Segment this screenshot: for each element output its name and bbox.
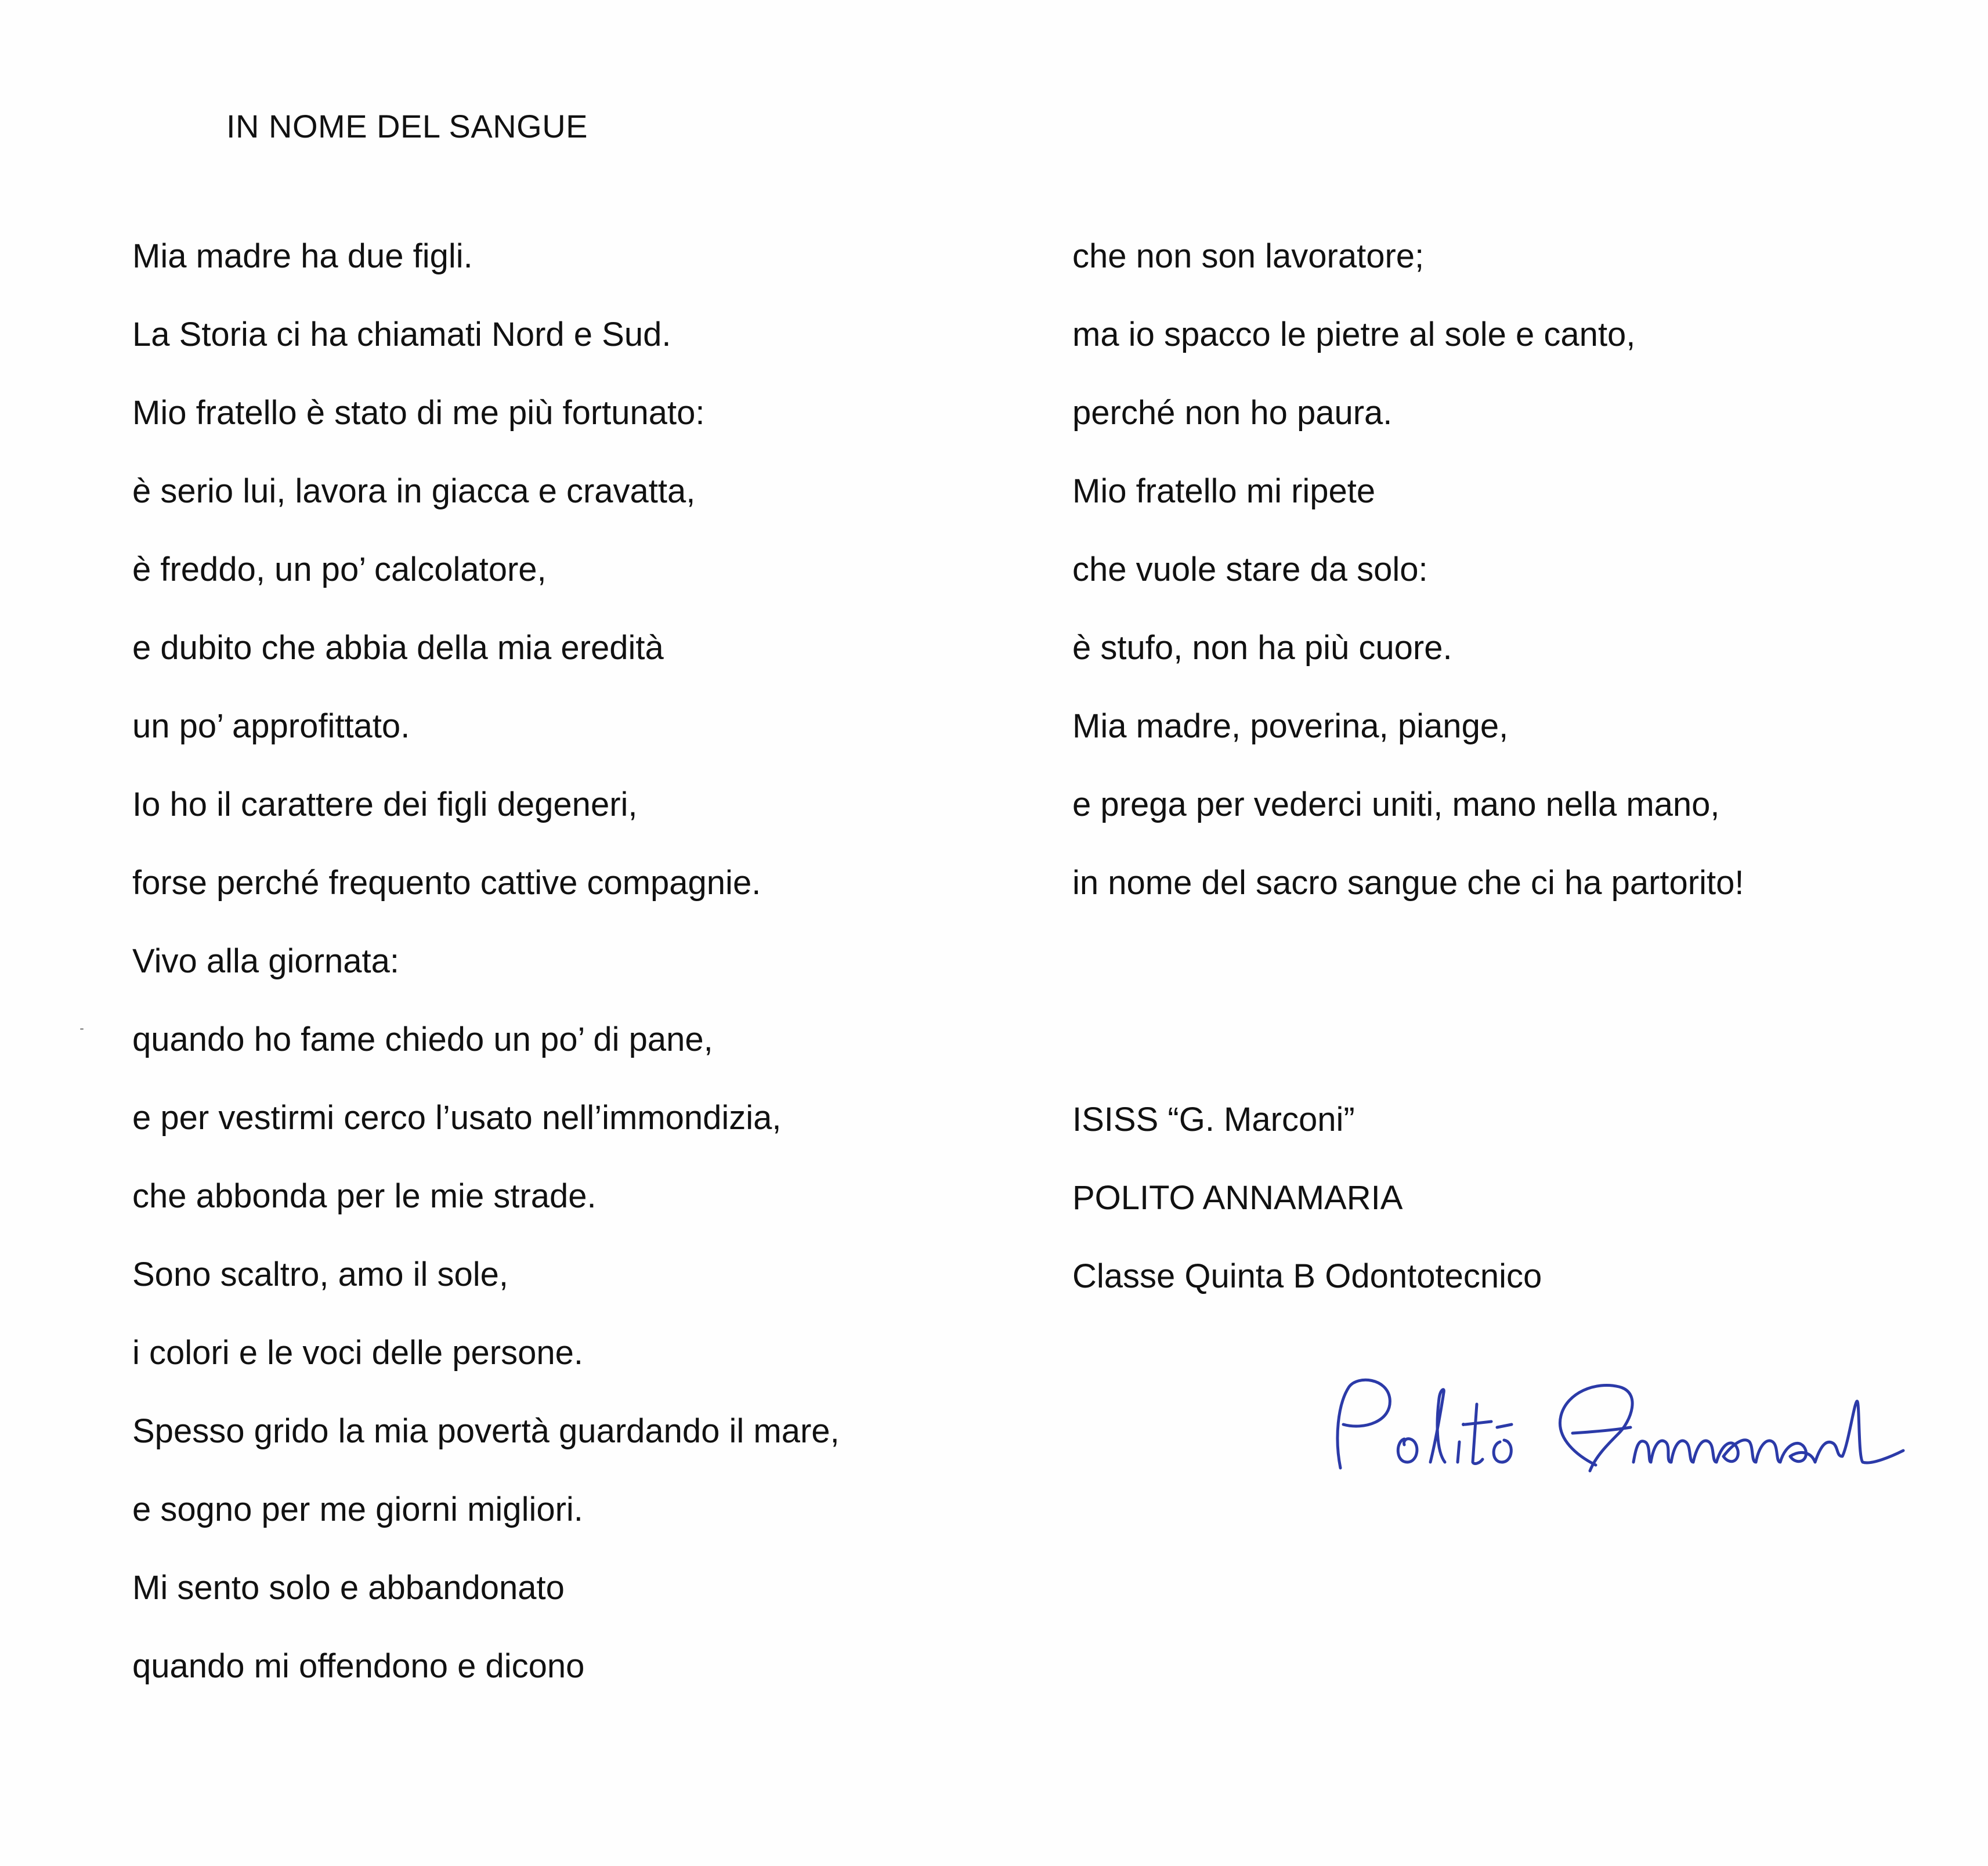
poem-line: Mia madre, poverina, piange, [1072,707,1509,745]
poem-line: Spesso grido la mia povertà guardando il mare, [132,1412,840,1450]
scan-speck [80,1028,84,1030]
school-name: ISISS “G. Marconi” [1072,1101,1355,1138]
poem-line: un po’ approfittato. [132,707,410,745]
poem-line: Mio fratello è stato di me più fortunato: [132,394,705,432]
poem-line: Sono scaltro, amo il sole, [132,1256,508,1293]
poem-line: e dubito che abbia della mia eredità [132,629,664,667]
poem-line: quando ho fame chiedo un po’ di pane, [132,1021,713,1058]
poem-line: ma io spacco le pietre al sole e canto, [1072,316,1636,353]
class-name: Classe Quinta B Odontotecnico [1072,1257,1542,1295]
poem-line: forse perché frequento cattive compagnie. [132,864,761,902]
poem-line: che vuole stare da solo: [1072,551,1428,588]
poem-line: Io ho il carattere dei figli degeneri, [132,786,638,823]
poem-line: che abbonda per le mie strade. [132,1177,597,1215]
poem-line: Mio fratello mi ripete [1072,472,1376,510]
poem-line: La Storia ci ha chiamati Nord e Sud. [132,316,671,353]
poem-line: in nome del sacro sangue che ci ha partorito! [1072,864,1744,902]
poem-line: e per vestirmi cerco l’usato nell’immondizia, [132,1099,782,1137]
author-block [1072,1097,1542,1332]
poem-line: Vivo alla giornata: [132,942,400,980]
poem-line: perché non ho paura. [1072,394,1393,432]
poem-left-column [132,233,840,1722]
handwritten-signature [1317,1369,1921,1497]
poem-line: è stufo, non ha più cuore. [1072,629,1452,667]
poem-line: che non son lavoratore; [1072,237,1425,275]
poem-line: quando mi offendono e dicono [132,1647,585,1685]
poem-line: e prega per vederci uniti, mano nella mano, [1072,786,1720,823]
author-name: POLITO ANNAMARIA [1072,1179,1403,1217]
poem-line: è freddo, un po’ calcolatore, [132,551,547,588]
poem-title: IN NOME DEL SANGUE [226,108,588,144]
poem-line: Mia madre ha due figli. [132,237,473,275]
poem-line: è serio lui, lavora in giacca e cravatta, [132,472,696,510]
poem-line: i colori e le voci delle persone. [132,1334,583,1372]
poem-line: Mi sento solo e abbandonato [132,1569,565,1607]
poem-right-column [1072,233,1744,938]
poem-line: e sogno per me giorni migliori. [132,1491,583,1528]
